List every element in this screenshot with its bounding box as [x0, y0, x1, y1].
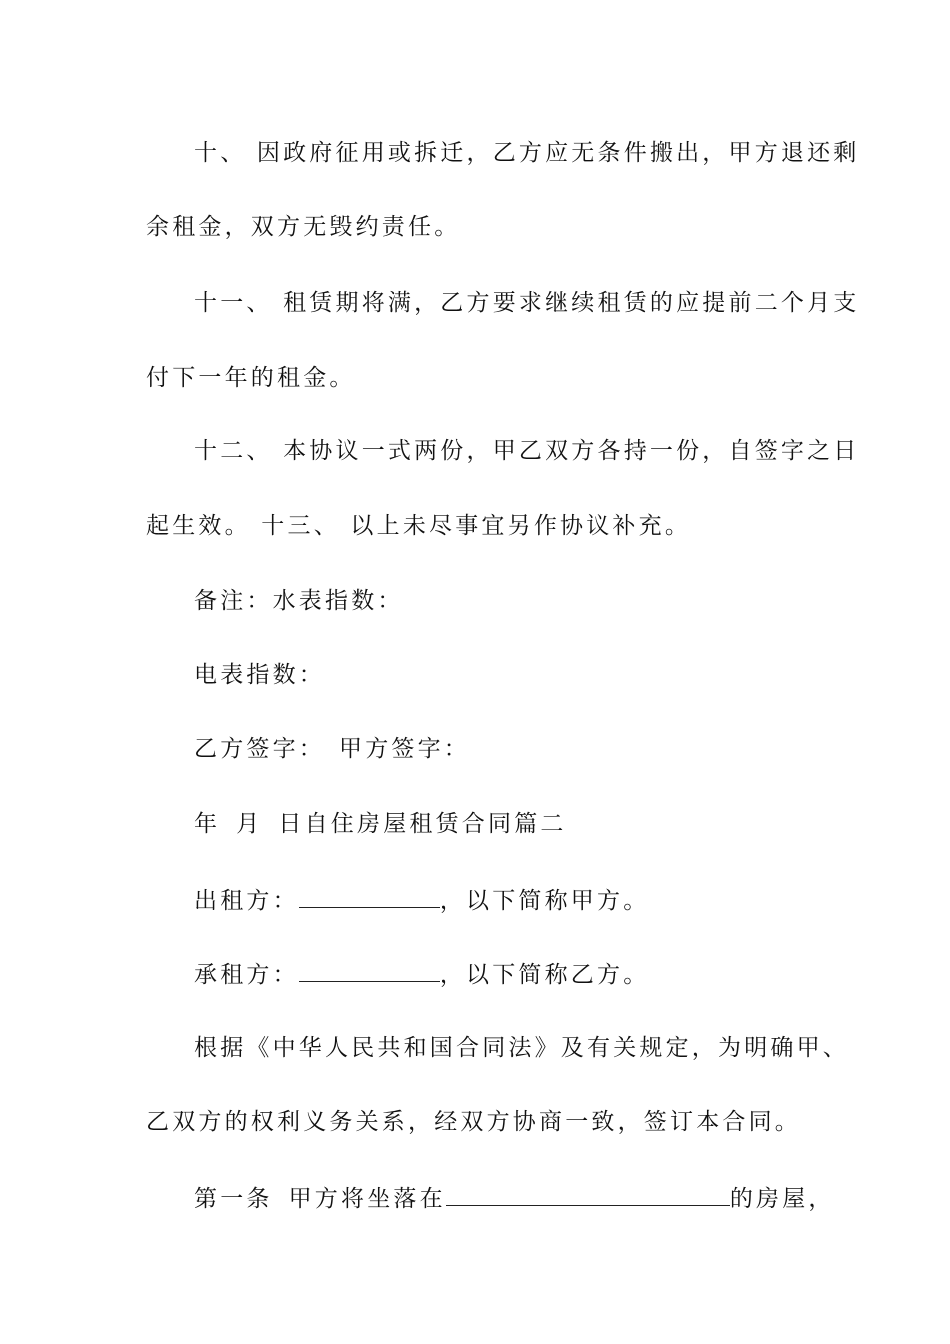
- clause-10-continuation: 余租金，双方无毁约责任。: [146, 214, 461, 240]
- clause-10-text: 十、 因政府征用或拆迁，乙方应无条件搬出，甲方退还剩: [194, 140, 860, 166]
- preamble-continuation: 乙双方的权利义务关系，经双方协商一致，签订本合同。: [146, 1109, 801, 1135]
- lessee-blank: [299, 953, 440, 982]
- clause-10-line-1: [0, 133, 950, 173]
- water-meter-line: [0, 581, 950, 621]
- party-a-signature-label: 甲方签字：: [339, 736, 470, 762]
- lessor-blank: [299, 879, 440, 908]
- clause-12-13-text: 起生效。 十三、 以上未尽事宜另作协议补充。: [146, 513, 692, 539]
- lessee-suffix: ，以下简称乙方。: [439, 962, 650, 988]
- preamble-text: 根据《中华人民共和国合同法》及有关规定，为明确甲、: [194, 1035, 849, 1061]
- clause-11-line-1: [0, 283, 950, 323]
- section-title: 日自住房屋租赁合同篇二: [278, 811, 567, 837]
- month-label: 月: [236, 811, 263, 837]
- property-location-blank: [446, 1177, 730, 1206]
- lessee-line: [0, 953, 950, 993]
- electric-meter-label: 电表指数：: [194, 662, 325, 688]
- lessee-label: 承租方：: [194, 962, 299, 988]
- preamble-line-1: [0, 1028, 950, 1068]
- clause-12-13-line: [0, 506, 950, 546]
- clause-11-continuation: 付下一年的租金。: [146, 365, 356, 391]
- lessor-line: [0, 879, 950, 919]
- clause-12-line-1: [0, 431, 950, 471]
- electric-meter-line: [0, 655, 950, 695]
- date-title-line: [0, 804, 950, 844]
- article-1-suffix: 的房屋，: [729, 1186, 835, 1212]
- preamble-line-2: [0, 1102, 950, 1142]
- clause-11-text: 十一、 租赁期将满，乙方要求继续租赁的应提前二个月支: [194, 290, 860, 316]
- clause-11-line-2: [0, 358, 950, 398]
- lessor-label: 出租方：: [194, 888, 299, 914]
- article-1-line: [0, 1177, 950, 1217]
- clause-12-text: 十二、 本协议一式两份，甲乙双方各持一份，自签字之日: [194, 438, 860, 464]
- clause-10-line-2: [0, 207, 950, 247]
- water-meter-label: 备注：水表指数：: [194, 588, 404, 614]
- lessor-suffix: ，以下简称甲方。: [439, 888, 650, 914]
- article-1-number: 第一条: [194, 1186, 273, 1212]
- article-1-text: 甲方将坐落在: [288, 1186, 446, 1212]
- year-label: 年: [194, 811, 221, 837]
- signature-line: [0, 729, 950, 769]
- party-b-signature-label: 乙方签字：: [194, 736, 325, 762]
